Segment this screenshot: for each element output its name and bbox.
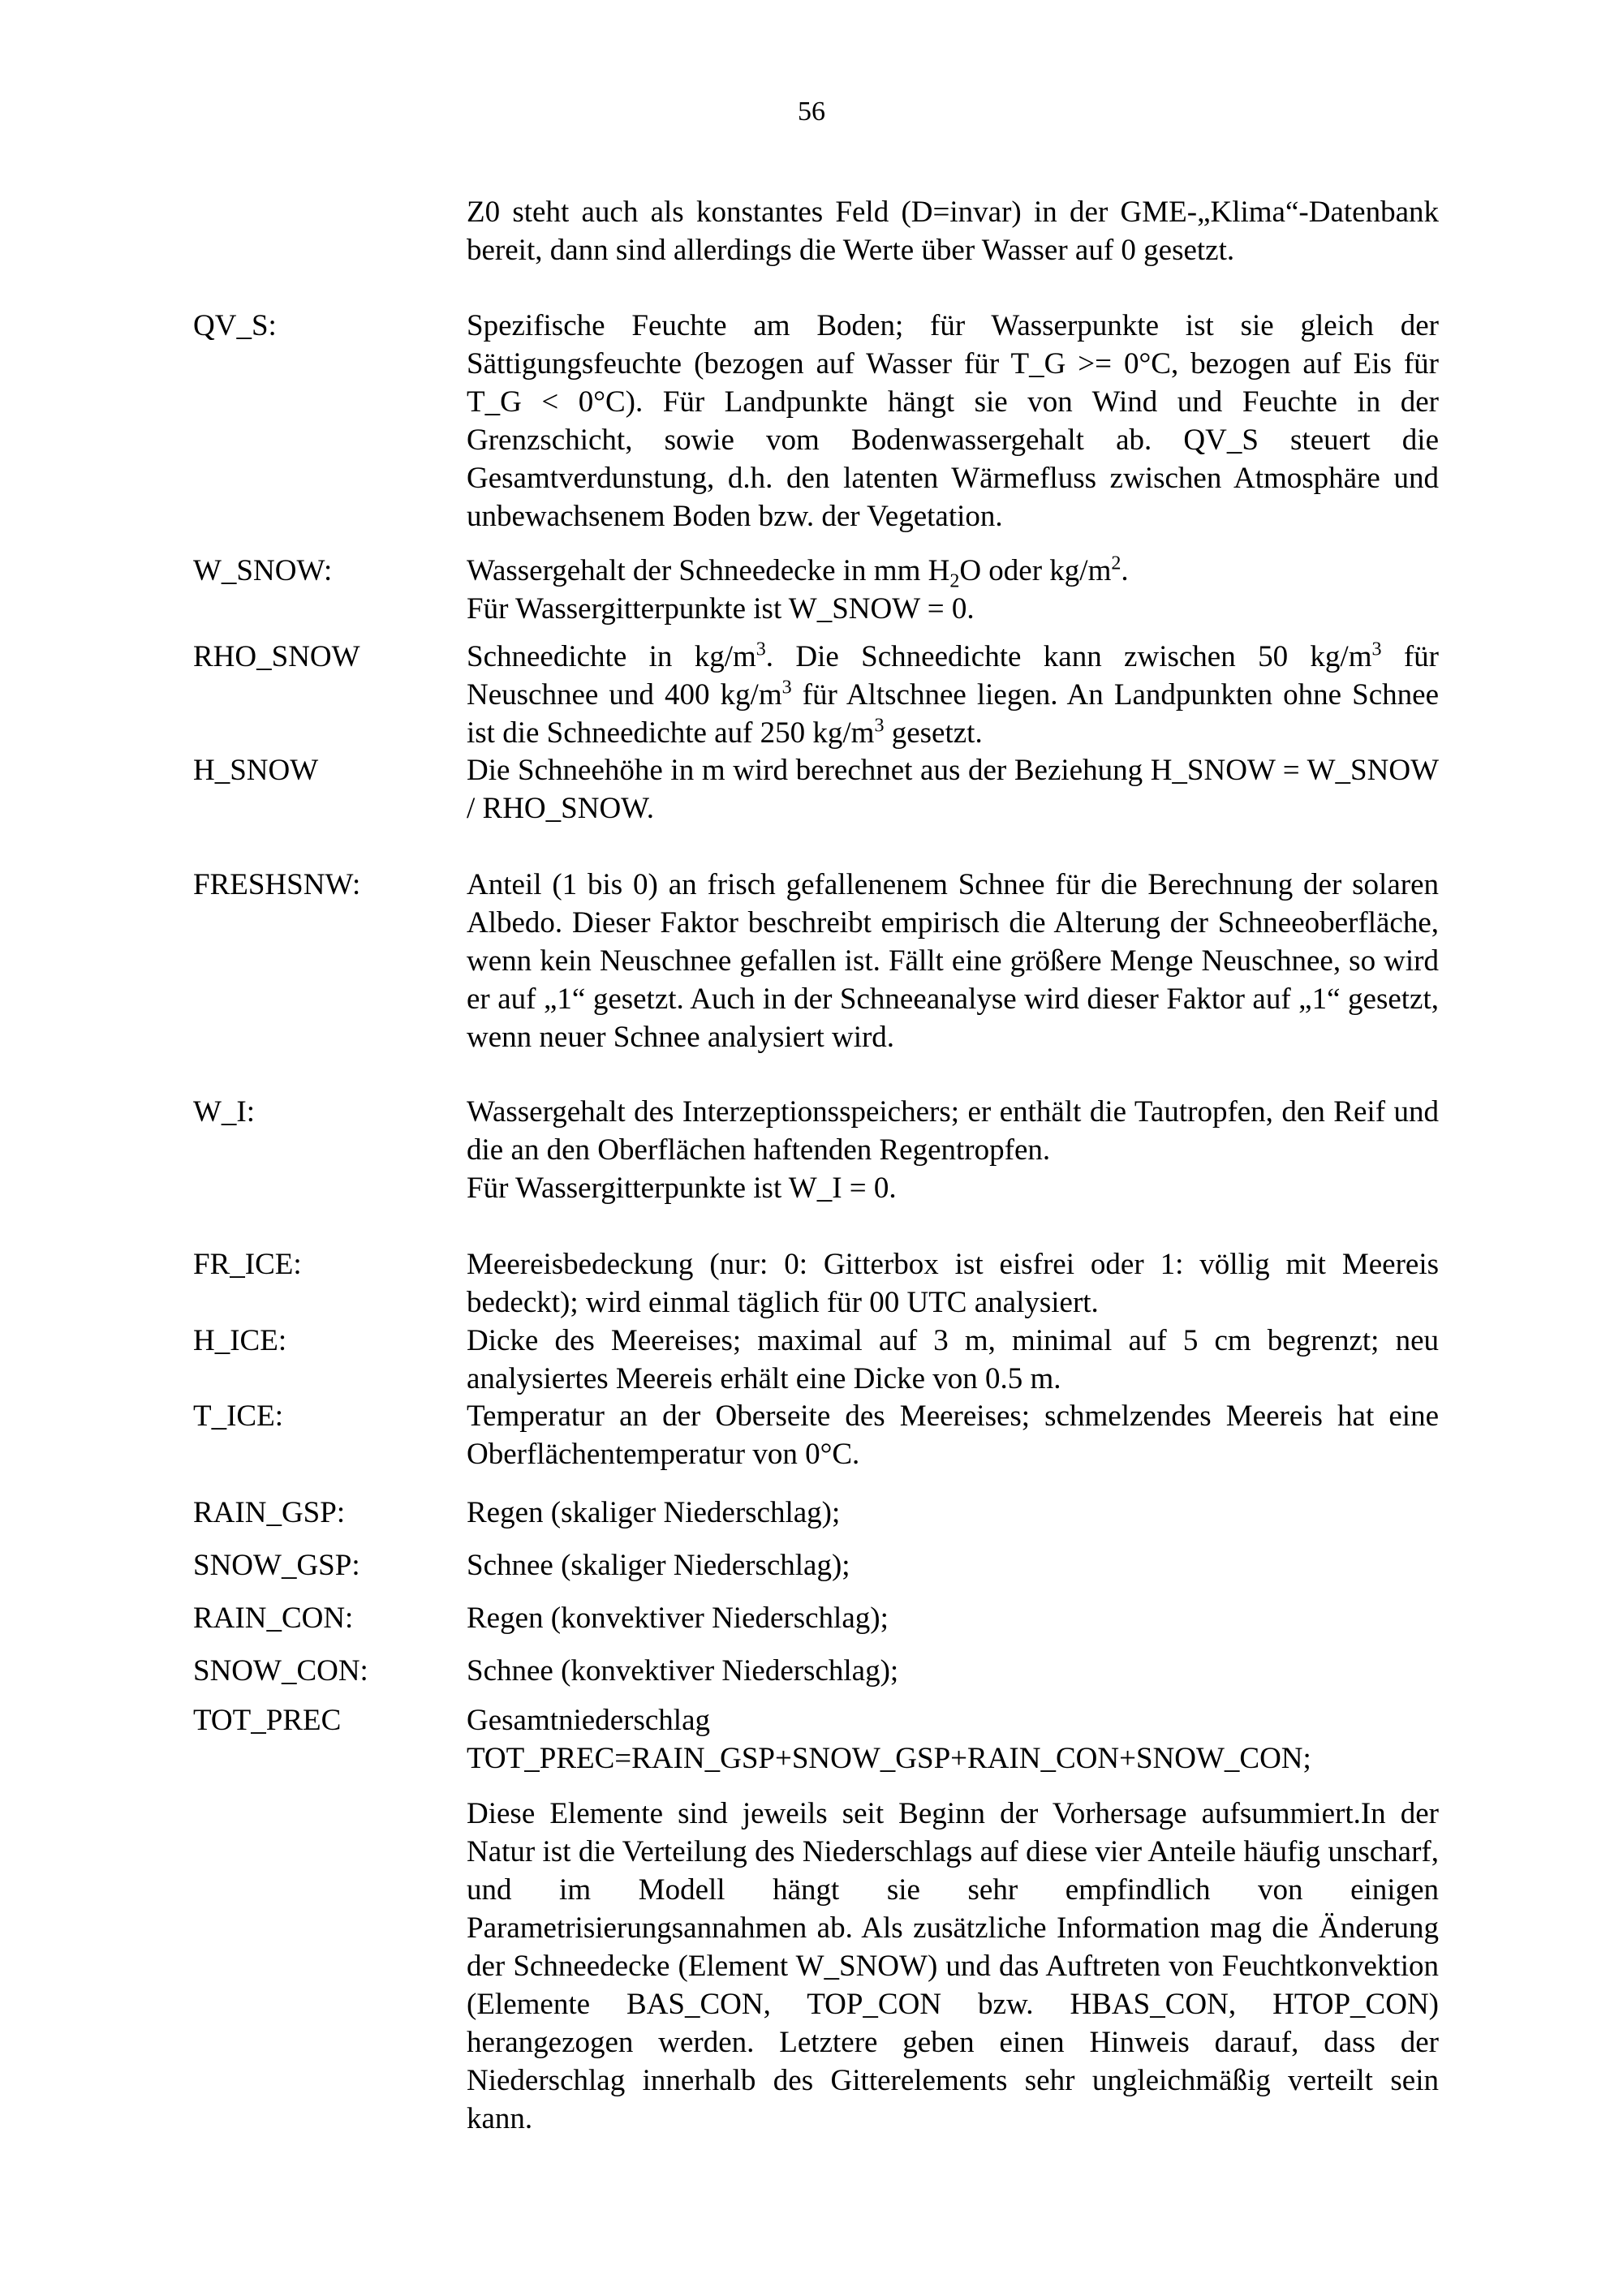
entry-term: TOT_PREC <box>193 1704 342 1737</box>
entry-term: SNOW_GSP: <box>193 1549 360 1582</box>
w-i-line-2: Für Wassergitterpunkte ist W_I = 0. <box>467 1172 897 1205</box>
entry-term: W_SNOW: <box>193 554 333 587</box>
entry-description: Die Schneehöhe in m wird berechnet aus der Beziehung H_SNOW = W_SNOW / RHO_SNOW. <box>467 754 1439 825</box>
entry-term: SNOW_CON: <box>193 1654 368 1688</box>
entry-term: W_I: <box>193 1095 256 1129</box>
w-i-text: Wassergehalt des Interzeptionsspeichers; er enthält die Tautropfen, den Reif und die an den Oberflächen haftenden Regentropfen. <box>467 1095 1439 1167</box>
entry-description: Meereisbedeckung (nur: 0: Gitterbox ist eisfrei oder 1: völlig mit Meereis bedeckt); wird einmal täglich für 00 UTC analysiert. <box>467 1248 1439 1319</box>
page-number: 56 <box>798 97 825 127</box>
entry-term: RAIN_GSP: <box>193 1496 346 1529</box>
entry-description: Schnee (skaliger Niederschlag); <box>467 1549 850 1582</box>
tot-prec-line-1: Gesamtniederschlag <box>467 1704 710 1737</box>
entry-term: FRESHSNW: <box>193 868 361 901</box>
entry-description: Schneedichte in $kg/m^3$. Die Schneedichte kann zwischen 50 $kg/m^3$ für Neuschnee und 400 $kg/m^3$ für Altschnee liegen. An Landpunkten ohne Schnee ist die Schneedichte auf 250 $kg/m^3$ gesetzt. <box>467 638 1439 750</box>
entry-description: Anteil (1 bis 0) an frisch gefallenenem Schnee für die Berechnung der solaren Albedo. Dieser Faktor beschreibt empirisch die Alterung der Schneeoberfläche, wenn kein Neuschnee gefallen ist. Fällt eine größere Menge Neuschnee, so wird er auf „1“ gesetzt. Auch in der Schneeanalyse wird dieser Faktor auf „1“ gesetzt, wenn neuer Schnee analysiert wird. <box>467 868 1439 1054</box>
entry-description: Schnee (konvektiver Niederschlag); <box>467 1654 899 1688</box>
entry-term: T_ICE: <box>193 1400 283 1433</box>
w-snow-line-1: Wassergehalt der Schneedecke in mm $H_2O$ oder $kg/m^2$. <box>467 553 1129 592</box>
w-snow-line-2: Für Wassergitterpunkte ist W_SNOW = 0. <box>467 592 975 626</box>
entry-term: H_ICE: <box>193 1324 287 1357</box>
entry-description <box>467 1701 1439 1778</box>
entry-description <box>467 1093 1439 1207</box>
z0-note: Z0 steht auch als konstantes Feld (D=invar) in der GME-„Klima“-Datenbank bereit, dann sind allerdings die Werte über Wasser auf 0 gesetzt. <box>467 196 1439 267</box>
entry-term: H_SNOW <box>193 754 319 787</box>
entry-description: Temperatur an der Oberseite des Meereises; schmelzendes Meereis hat eine Oberflächentemperatur von 0°C. <box>467 1400 1439 1471</box>
tot-prec-formula: TOT_PREC=RAIN_GSP+SNOW_GSP+RAIN_CON+SNOW_CON; <box>467 1742 1311 1775</box>
entry-description: Dicke des Meereises; maximal auf 3 m, minimal auf 5 cm begrenzt; neu analysiertes Meereis erhält eine Dicke von 0.5 m. <box>467 1324 1439 1395</box>
entry-description: Regen (skaliger Niederschlag); <box>467 1496 841 1529</box>
entry-description: Spezifische Feuchte am Boden; für Wasserpunkte ist sie gleich der Sättigungsfeuchte (bezogen auf Wasser für T_G >= 0°C, bezogen auf Eis für T_G < 0°C). Für Landpunkte hängt sie von Wind und Feuchte in der Grenzschicht, sowie vom Bodenwassergehalt ab. QV_S steuert die Gesamtverdunstung, d.h. den latenten Wärmefluss zwischen Atmosphäre und unbewachsenem Boden bzw. der Vegetation. <box>467 309 1439 533</box>
entry-term: FR_ICE: <box>193 1248 302 1281</box>
entry-description <box>467 552 1439 628</box>
closing-paragraph: Diese Elemente sind jeweils seit Beginn der Vorhersage aufsummiert.In der Natur ist die Verteilung des Niederschlags auf diese vier Anteile häufig unscharf, und im Modell hängt sie sehr empfindlich von einigen Parametrisierungsannahmen ab. Als zusätzliche Information mag die Änderung der Schneedecke (Element W_SNOW) und das Auftreten von Feuchtkonvektion (Elemente BAS_CON, TOP_CON bzw. HBAS_CON, HTOP_CON) herangezogen werden. Letztere geben einen Hinweis darauf, dass der Niederschlag innerhalb des Gitterelements sehr ungleichmäßig verteilt sein kann. <box>467 1797 1439 2135</box>
entry-description: Regen (konvektiver Niederschlag); <box>467 1602 889 1635</box>
entry-term: QV_S: <box>193 309 277 342</box>
entry-term: RAIN_CON: <box>193 1602 354 1635</box>
entry-term: RHO_SNOW <box>193 640 360 673</box>
